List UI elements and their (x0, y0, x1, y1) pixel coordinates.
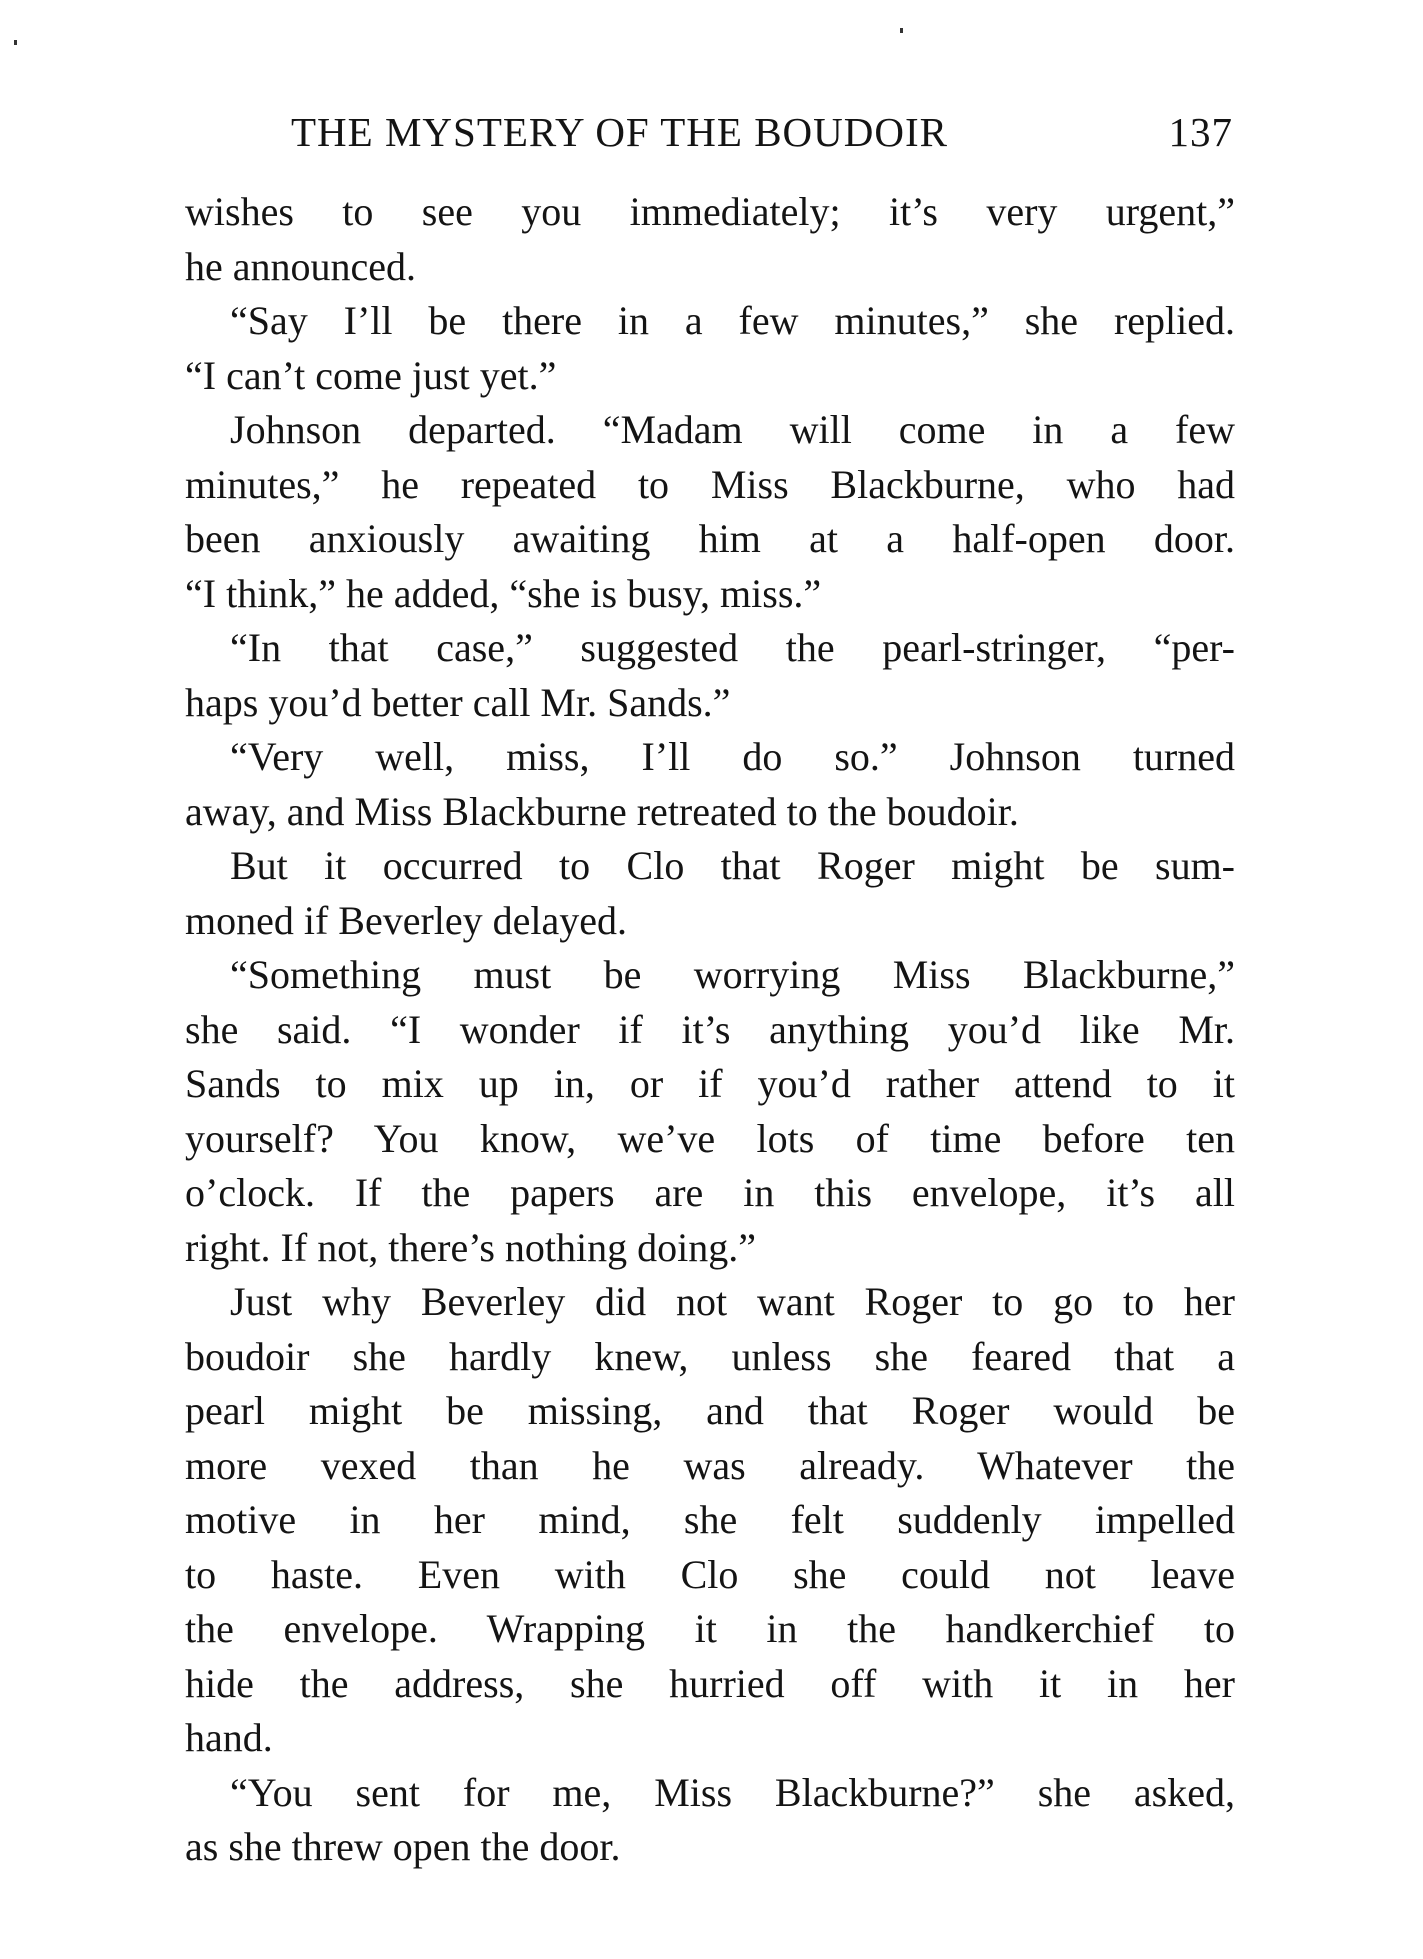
text-line: “Say I’ll be there in a few minutes,” she replied. (230, 298, 1235, 343)
text-line: “I can’t come just yet.” (185, 352, 557, 398)
scan-speck (900, 28, 903, 33)
text-line: away, and Miss Blackburne retreated to the boudoir. (185, 788, 1019, 834)
text-line: minutes,” he repeated to Miss Blackburne, who had (185, 461, 1235, 507)
text-line: haps you’d better call Mr. Sands.” (185, 679, 731, 725)
text-line: o’clock. If the papers are in this envelope, it’s all (185, 1170, 1235, 1215)
text-line: right. If not, there’s nothing doing.” (185, 1224, 757, 1270)
text-line: moned if Beverley delayed. (185, 897, 628, 943)
running-header (291, 102, 1233, 162)
text-line: Sands to mix up in, or if you’d rather attend to it (185, 1061, 1235, 1106)
text-line: to haste. Even with Clo she could not leave (185, 1551, 1235, 1597)
text-line: “I think,” he added, “she is busy, miss.” (185, 570, 822, 616)
text-line: she said. “I wonder if it’s anything you’d like Mr. (185, 1006, 1235, 1052)
text-line: “Something must be worrying Miss Blackburne,” (230, 952, 1235, 997)
text-line: hand. (185, 1715, 273, 1760)
text-line: more vexed than he was already. Whatever the (185, 1442, 1235, 1488)
text-line: Johnson departed. “Madam will come in a few (230, 407, 1235, 452)
text-line: But it occurred to Clo that Roger might be sum- (230, 843, 1235, 888)
text-line: yourself? You know, we’ve lots of time before ten (185, 1115, 1235, 1161)
text-line: hide the address, she hurried off with it in her (185, 1660, 1235, 1706)
scan-speck (14, 40, 17, 45)
text-line: “In that case,” suggested the pearl-stringer, “per- (230, 625, 1235, 670)
text-line: wishes to see you immediately; it’s very urgent,” (185, 189, 1235, 234)
body-text (185, 185, 1235, 1875)
running-title: THE MYSTERY OF THE BOUDOIR (291, 109, 948, 155)
text-line: as she threw open the door. (185, 1824, 621, 1869)
text-line: “You sent for me, Miss Blackburne?” she asked, (230, 1769, 1235, 1815)
text-line: motive in her mind, she felt suddenly impelled (185, 1497, 1235, 1542)
text-line: the envelope. Wrapping it in the handkerchief to (185, 1606, 1235, 1651)
text-line: pearl might be missing, and that Roger would be (185, 1388, 1235, 1433)
page-number: 137 (1168, 109, 1233, 155)
text-line: boudoir she hardly knew, unless she feared that a (185, 1333, 1235, 1379)
text-line: been anxiously awaiting him at a half-open door. (185, 516, 1235, 561)
text-line: he announced. (185, 243, 417, 289)
text-line: “Very well, miss, I’ll do so.” Johnson turned (230, 734, 1235, 779)
text-line: Just why Beverley did not want Roger to go to her (230, 1279, 1235, 1324)
